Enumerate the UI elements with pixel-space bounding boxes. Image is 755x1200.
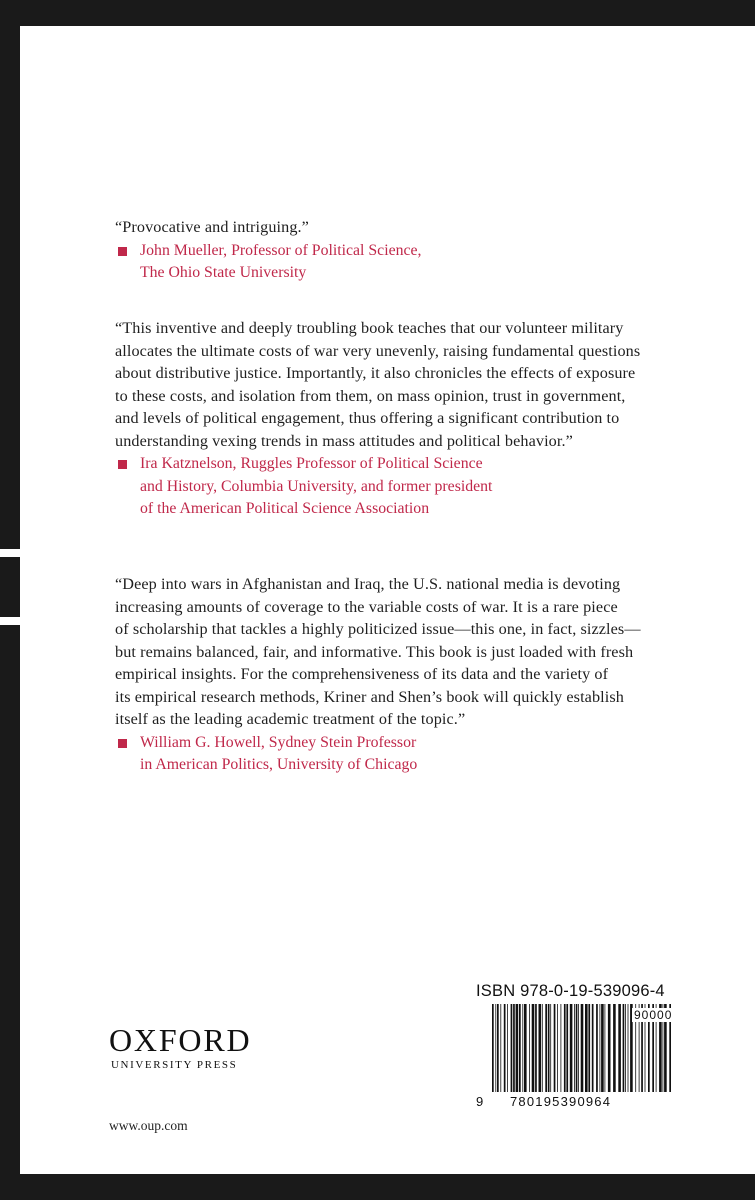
quote-line: allocates the ultimate costs of war very unevenly, raising fundamental questions: [115, 341, 641, 360]
blurb-attribution: [103, 732, 691, 777]
quote-line: empirical insights. For the comprehensiveness of its data and the variety of: [115, 665, 609, 683]
quote-line: “This inventive and deeply troubling book teaches that our volunteer military: [115, 319, 624, 337]
isbn-label: ISBN 978-0-19-539096-4: [476, 982, 665, 1000]
publisher-url: www.oup.com: [109, 1118, 188, 1133]
spine-notch-top: [0, 549, 20, 557]
quote-line: “Provocative and intriguing.”: [115, 218, 309, 236]
barcode-addon: 90000: [634, 1008, 673, 1022]
attribution-line: William G. Howell, Sydney Stein Professor: [140, 733, 417, 751]
attribution-line: The Ohio State University: [140, 264, 307, 281]
barcode-lead-digit: 9: [476, 1094, 485, 1109]
barcode-digits: 780195390964: [510, 1094, 612, 1109]
quote-line: to these costs, and isolation from them, on mass opinion, trust in government,: [115, 386, 626, 405]
attribution-line: John Mueller, Professor of Political Science,: [140, 241, 422, 259]
blurb-quote: [103, 317, 691, 452]
logo-wordmark: OXFORD: [109, 1022, 252, 1058]
quote-line: “Deep into wars in Afghanistan and Iraq, the U.S. national media is devoting: [115, 575, 621, 593]
bullet-square-icon: [118, 739, 127, 748]
blurb-quote: [103, 573, 691, 731]
blurb-quote: [103, 216, 683, 239]
quote-line: of scholarship that tackles a highly politicized issue—this one, in fact, sizzles—: [115, 620, 641, 638]
bullet-square-icon: [118, 460, 127, 469]
quote-line: and levels of political engagement, thus offering a significant contribution to: [115, 409, 620, 427]
barcode: [474, 1004, 680, 1116]
blurb-attribution: [103, 240, 683, 285]
attribution-line: of the American Political Science Association: [140, 500, 430, 517]
publisher-logo: [109, 1024, 251, 1071]
quote-line: but remains balanced, fair, and informative. This book is just loaded with fresh: [115, 642, 634, 661]
spine-notch-bottom: [0, 617, 20, 625]
quote-line: itself as the leading academic treatment of the topic.”: [115, 710, 466, 728]
blurb-mueller: [103, 216, 683, 285]
bullet-square-icon: [118, 247, 127, 256]
logo-subtitle: UNIVERSITY PRESS: [111, 1059, 238, 1071]
quote-line: its empirical research methods, Kriner and Shen’s book will quickly establish: [115, 687, 624, 706]
quote-line: about distributive justice. Importantly, it also chronicles the effects of exposure: [115, 364, 636, 382]
blurb-howell: [103, 573, 691, 777]
quote-line: understanding vexing trends in mass attitudes and political behavior.”: [115, 431, 573, 450]
quote-line: increasing amounts of coverage to the variable costs of war. It is a rare piece: [115, 597, 618, 616]
blurb-attribution: [103, 453, 691, 521]
attribution-line: Ira Katznelson, Ruggles Professor of Political Science: [140, 455, 483, 472]
blurb-katznelson: [103, 317, 691, 521]
attribution-line: and History, Columbia University, and former president: [140, 477, 493, 495]
attribution-line: in American Politics, University of Chicago: [140, 756, 418, 773]
